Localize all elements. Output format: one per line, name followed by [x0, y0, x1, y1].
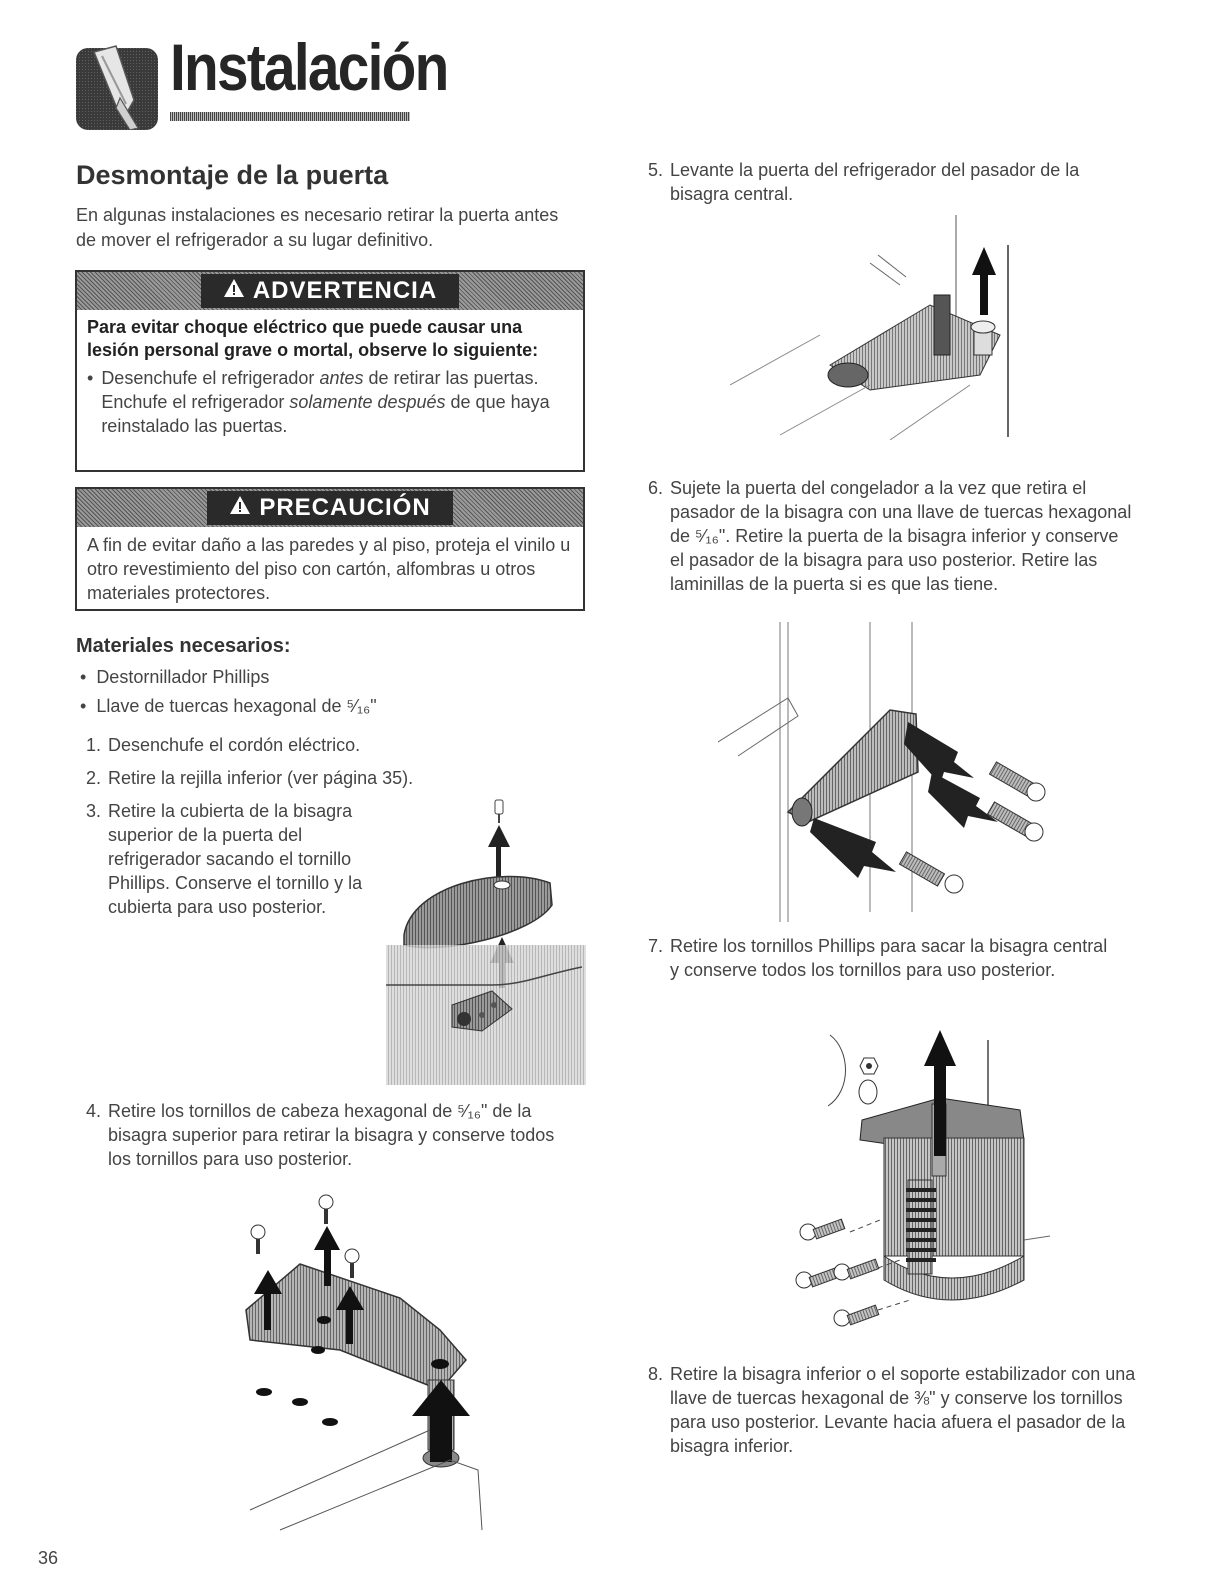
screw-icon	[834, 1259, 879, 1280]
up-arrow-icon	[972, 247, 996, 315]
caution-label: PRECAUCIÓN	[259, 494, 431, 521]
bottom-hinge-pin-illustration	[780, 1010, 1060, 1340]
materials-item: • Llave de tuercas hexagonal de ⁵⁄₁₆"	[80, 696, 377, 716]
caution-box	[75, 487, 585, 611]
step-1: 1. Desenchufe el cordón eléctrico.	[86, 735, 361, 755]
step-5: 5. Levante la puerta del refrigerador del pasador de la bisagra central.	[648, 160, 1080, 204]
nut-icon	[860, 1058, 878, 1074]
screw-icon	[834, 1305, 879, 1326]
title-underline	[170, 112, 410, 121]
bullet-dot: •	[87, 368, 94, 388]
caution-header	[77, 489, 583, 527]
hinge-cover-illustration	[382, 795, 588, 1085]
warning-header	[77, 272, 583, 310]
intro-paragraph: En algunas instalaciones es necesario retirar la puerta antes de mover el refrigerador a su lugar definitivo.	[76, 205, 559, 250]
caution-triangle-icon	[229, 494, 251, 522]
caution-text: A fin de evitar daño a las paredes y al piso, proteja el vinilo u otro revestimiento del piso con cartón, alfombras u otros materiales protectores.	[87, 535, 571, 603]
materials-heading: Materiales necesarios:	[76, 635, 291, 657]
warning-bullet	[87, 366, 571, 438]
warning-bullet-text: Desenchufe el refrigerador antes de retirar las puertas. Enchufe el refrigerador solamente después de que haya reinstalado las puertas.	[101, 368, 550, 436]
center-hinge-pin-illustration	[730, 215, 1020, 440]
warning-label: ADVERTENCIA	[252, 277, 438, 304]
up-arrow-icon	[488, 825, 510, 877]
step-6: 6. Sujete la puerta del congelador a la vez que retira el pasador de la bisagra con una llave de tuercas hexagonal de ⁵⁄₁₆". Retire la puerta de la bisagra inferior y conserve el pasador de la bisagra para uso posterior. Retire las laminillas de la puerta si es que las tiene.	[648, 478, 1132, 594]
screw-icon	[495, 800, 503, 823]
warning-bold-text: Para evitar choque eléctrico que puede causar una lesión personal grave o mortal, observe lo siguiente:	[87, 317, 539, 360]
materials-item: • Destornillador Phillips	[80, 667, 270, 687]
arrow-right-icon	[810, 818, 896, 878]
arrow-right-icon	[928, 772, 998, 828]
step-3: 3. Retire la cubierta de la bisagra superior de la puerta del refrigerador sacando el tornillo Phillips. Conserve el tornillo y la cubierta para uso posterior.	[86, 801, 363, 917]
page-number: 36	[38, 1548, 59, 1568]
step-8: 8. Retire la bisagra inferior o el soporte estabilizador con una llave de tuercas hexagonal de ⅜" y conserve los tornillos para uso posterior. Levante hacia afuera el pasador de la bisagra inferior.	[648, 1364, 1136, 1456]
screw-icon	[319, 1195, 333, 1224]
step-7: 7. Retire los tornillos Phillips para sacar la bisagra central y conserve todos los tornillos para uso posterior.	[648, 936, 1108, 980]
middle-hinge-screws-illustration	[718, 622, 1048, 922]
installation-wrench-icon	[76, 42, 164, 130]
up-arrow-icon	[412, 1380, 470, 1462]
warning-triangle-icon	[223, 277, 245, 305]
screw-icon	[251, 1225, 265, 1254]
screw-icon	[899, 852, 963, 893]
washer-icon	[859, 1080, 877, 1104]
warning-box	[75, 270, 585, 472]
screw-icon	[989, 762, 1045, 801]
page-title: Instalación	[170, 30, 448, 104]
top-hinge-illustration	[240, 1190, 490, 1535]
step-4: 4. Retire los tornillos de cabeza hexagonal de ⁵⁄₁₆" de la bisagra superior para retirar la bisagra y conserve todos los tornillos para uso posterior.	[86, 1101, 555, 1169]
arrow-right-icon	[904, 722, 974, 784]
section-heading: Desmontaje de la puerta	[76, 160, 389, 190]
screw-icon	[800, 1219, 845, 1240]
step-2: 2. Retire la rejilla inferior (ver página 35).	[86, 768, 414, 788]
screw-icon	[345, 1249, 359, 1278]
